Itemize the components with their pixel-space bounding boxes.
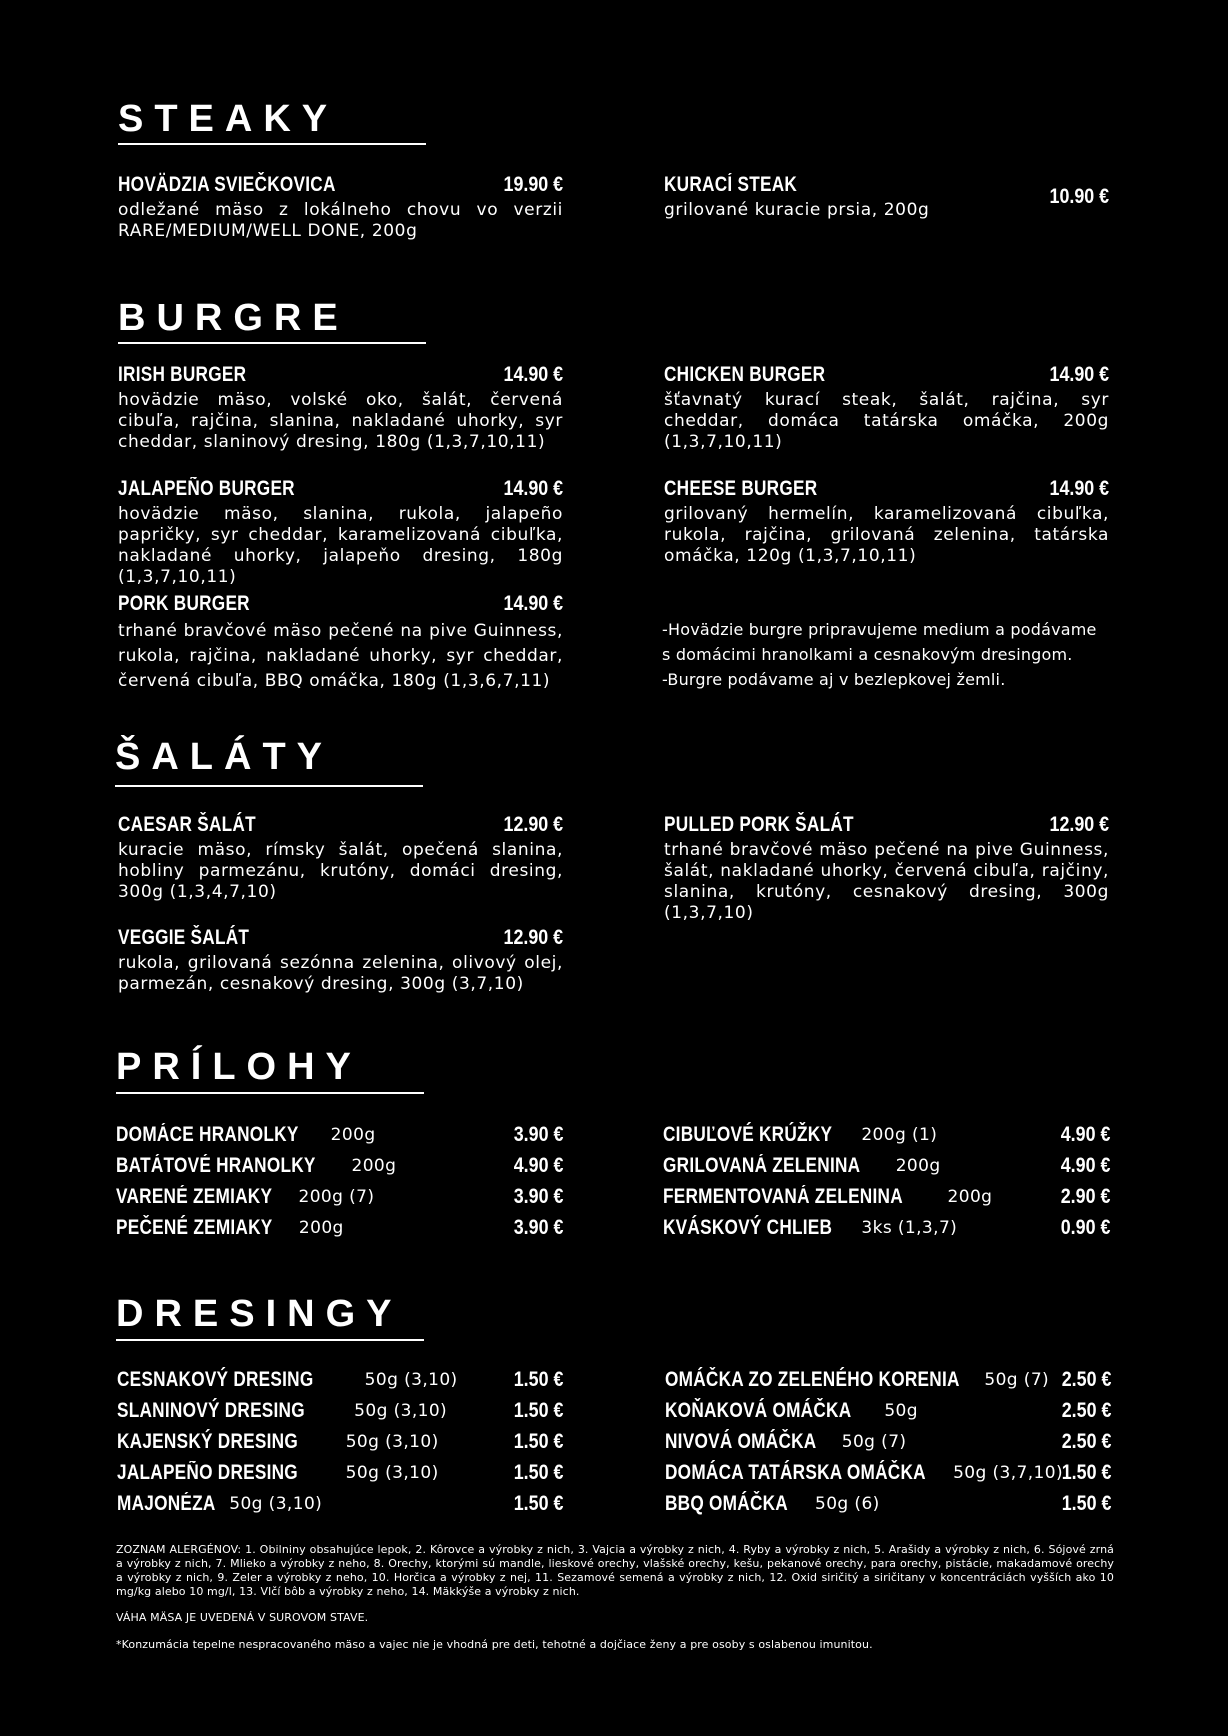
item-price: 14.90 € bbox=[503, 592, 563, 615]
section-salaty bbox=[115, 735, 435, 785]
side-item bbox=[116, 1123, 563, 1149]
item-name: NIVOVÁ OMÁČKA bbox=[665, 1430, 817, 1453]
item-name: CHICKEN BURGER bbox=[664, 363, 826, 386]
menu-item bbox=[664, 173, 1109, 221]
item-price: 12.90 € bbox=[503, 926, 563, 949]
menu-item bbox=[664, 363, 1109, 453]
item-name: OMÁČKA ZO ZELENÉHO KORENIA bbox=[665, 1368, 960, 1391]
item-price: 12.90 € bbox=[1049, 813, 1109, 836]
dressing-item bbox=[117, 1368, 563, 1394]
item-description: grilované kuracie prsia, 200g bbox=[664, 200, 930, 220]
item-weight: 50g (3,10) bbox=[345, 1463, 439, 1483]
item-name: FERMENTOVANÁ ZELENINA bbox=[663, 1185, 903, 1208]
side-item bbox=[663, 1154, 1110, 1180]
section-prilohy bbox=[116, 1045, 436, 1095]
item-price: 12.90 € bbox=[503, 813, 563, 836]
item-weight: 200g bbox=[330, 1125, 376, 1145]
item-name: KAJENSKÝ DRESING bbox=[117, 1430, 298, 1453]
section-title: BURGRE bbox=[118, 297, 349, 339]
item-price: 4.90 € bbox=[1060, 1154, 1110, 1177]
dressing-item bbox=[665, 1368, 1111, 1394]
item-weight: 200g (1) bbox=[861, 1125, 938, 1145]
item-name: CHEESE BURGER bbox=[664, 477, 818, 500]
item-weight: 200g bbox=[298, 1218, 344, 1238]
item-description: grilovaný hermelín, karamelizovaná cibuľka, rukola, rajčina, grilovaná zelenina, tatárska omáčka, 120g (1,3,7,10,11) bbox=[664, 504, 1109, 566]
item-name: JALAPEÑO BURGER bbox=[118, 477, 295, 500]
item-weight: 200g bbox=[947, 1187, 993, 1207]
item-name: DOMÁCA TATÁRSKA OMÁČKA bbox=[665, 1461, 926, 1484]
note-line: -Hovädzie burgre pripravujeme medium a podávame bbox=[662, 620, 1097, 639]
item-name: PORK BURGER bbox=[118, 592, 250, 615]
item-name: CIBUĽOVÉ KRÚŽKY bbox=[663, 1123, 833, 1146]
item-name: SLANINOVÝ DRESING bbox=[117, 1399, 305, 1422]
dressing-item bbox=[665, 1461, 1111, 1487]
section-steaky bbox=[118, 97, 438, 147]
section-title: DRESINGY bbox=[116, 1293, 403, 1335]
item-description: trhané bravčové mäso pečené na pive Guinness, rukola, rajčina, nakladané uhorky, syr cheddar, červená cibuľa, BBQ omáčka, 180g (1,3,6,7,11) bbox=[118, 621, 563, 691]
item-name: PEČENÉ ZEMIAKY bbox=[116, 1216, 273, 1239]
item-price: 2.50 € bbox=[1061, 1430, 1111, 1453]
item-name: IRISH BURGER bbox=[118, 363, 247, 386]
section-burgre bbox=[118, 296, 438, 346]
item-price: 14.90 € bbox=[503, 363, 563, 386]
item-description: odležané mäso z lokálneho chovu vo verzii RARE/MEDIUM/WELL DONE, 200g bbox=[118, 200, 563, 241]
item-name: KVÁSKOVÝ CHLIEB bbox=[663, 1216, 833, 1239]
item-name: CAESAR ŠALÁT bbox=[118, 813, 256, 836]
raw-food-warning: *Konzumácia tepelne nespracovaného mäso a vajec nie je vhodná pre deti, tehotné a dojčiace ženy a pre osoby s oslabenou imunitou. bbox=[116, 1638, 873, 1651]
item-price: 3.90 € bbox=[513, 1216, 563, 1239]
item-price: 3.90 € bbox=[513, 1123, 563, 1146]
dressing-item bbox=[665, 1430, 1111, 1456]
side-item bbox=[663, 1216, 1110, 1242]
item-weight: 50g (3,10) bbox=[354, 1401, 448, 1421]
allergen-list: ZOZNAM ALERGÉNOV: 1. Obilniny obsahujúce lepok, 2. Kôrovce a výrobky z nich, 3. Vajcia a výrobky z nich, 4. Ryby a výrobky z nich, 5. Arašidy a výrobky z nich, 6. Sójové zrná a výrobky z nich, 7. Mlieko a výrobky z neho, 8. Orechy, ktorými sú mandle, lieskové orechy, vlašské orechy, kešu, pekanové orechy, para orechy, pistácie, makadamové orechy a výrobky z nich, 9. Zeler a výrobky z neho, 10. Horčica a výrobky z nej, 11. Sezamové semená a výrobky z nich, 12. Oxid siričitý a siričitany v koncentráciách vyšších ako 10 mg/kg alebo 10 mg/l, 13. Vlčí bôb a výrobky z neho, 14. Mäkkýše a výrobky z nich. bbox=[116, 1543, 1114, 1598]
menu-item bbox=[118, 477, 563, 588]
item-price: 1.50 € bbox=[513, 1430, 563, 1453]
dressing-item bbox=[117, 1492, 563, 1518]
item-weight: 50g bbox=[884, 1401, 918, 1421]
dressing-item bbox=[665, 1399, 1111, 1425]
section-divider bbox=[118, 143, 426, 145]
item-name: KURACÍ STEAK bbox=[664, 173, 798, 196]
item-description: kuracie mäso, rímsky šalát, opečená slanina, hobliny parmezánu, krutóny, domáci dresing, 300g (1,3,4,7,10) bbox=[118, 840, 563, 902]
item-name: GRILOVANÁ ZELENINA bbox=[663, 1154, 861, 1177]
section-title: PRÍLOHY bbox=[116, 1046, 362, 1088]
section-divider bbox=[115, 785, 423, 787]
item-weight: 200g bbox=[895, 1156, 941, 1176]
section-divider bbox=[118, 342, 426, 344]
item-price: 2.50 € bbox=[1061, 1399, 1111, 1422]
menu-item bbox=[118, 926, 563, 995]
item-name: BATÁTOVÉ HRANOLKY bbox=[116, 1154, 316, 1177]
item-price: 10.90 € bbox=[1049, 185, 1109, 208]
menu-item bbox=[118, 173, 563, 242]
item-name: MAJONÉZA bbox=[117, 1492, 216, 1515]
dressing-item bbox=[117, 1399, 563, 1425]
item-price: 1.50 € bbox=[513, 1399, 563, 1422]
item-price: 1.50 € bbox=[513, 1368, 563, 1391]
item-name: KOŇAKOVÁ OMÁČKA bbox=[665, 1399, 852, 1422]
side-item bbox=[116, 1216, 563, 1242]
section-title: ŠALÁTY bbox=[115, 736, 333, 778]
item-name: CESNAKOVÝ DRESING bbox=[117, 1368, 314, 1391]
item-price: 14.90 € bbox=[1049, 363, 1109, 386]
item-price: 1.50 € bbox=[513, 1492, 563, 1515]
side-item bbox=[663, 1123, 1110, 1149]
item-weight: 50g (3,10) bbox=[364, 1370, 458, 1390]
item-weight: 200g (7) bbox=[298, 1187, 375, 1207]
item-name: DOMÁCE HRANOLKY bbox=[116, 1123, 299, 1146]
item-description: hovädzie mäso, volské oko, šalát, červená cibuľa, rajčina, slanina, nakladané uhorky, syr cheddar, slaninový dresing, 180g (1,3,7,10,11) bbox=[118, 390, 563, 452]
item-name: JALAPEÑO DRESING bbox=[117, 1461, 298, 1484]
item-description: rukola, grilovaná sezónna zelenina, olivový olej, parmezán, cesnakový dresing, 300g (3,7,10) bbox=[118, 953, 563, 994]
side-item bbox=[116, 1185, 563, 1211]
item-weight: 50g (3,10) bbox=[345, 1432, 439, 1452]
item-weight: 200g bbox=[351, 1156, 397, 1176]
section-divider bbox=[116, 1339, 424, 1341]
item-price: 19.90 € bbox=[503, 173, 563, 196]
menu-item bbox=[664, 813, 1109, 924]
note-line: s domácimi hranolkami a cesnakovým dresingom. bbox=[662, 645, 1073, 664]
item-price: 2.50 € bbox=[1061, 1368, 1111, 1391]
item-name: HOVÄDZIA SVIEČKOVICA bbox=[118, 173, 336, 196]
item-price: 1.50 € bbox=[513, 1461, 563, 1484]
side-item bbox=[116, 1154, 563, 1180]
item-name: PULLED PORK ŠALÁT bbox=[664, 813, 854, 836]
item-price: 3.90 € bbox=[513, 1185, 563, 1208]
note-line: -Burgre podávame aj v bezlepkovej žemli. bbox=[662, 670, 1006, 689]
item-price: 2.90 € bbox=[1060, 1185, 1110, 1208]
item-price: 4.90 € bbox=[1060, 1123, 1110, 1146]
burger-notes bbox=[662, 617, 1122, 692]
side-item bbox=[663, 1185, 1110, 1211]
section-title: STEAKY bbox=[118, 98, 339, 140]
item-name: BBQ OMÁČKA bbox=[665, 1492, 788, 1515]
item-name: VEGGIE ŠALÁT bbox=[118, 926, 250, 949]
section-dresingy bbox=[116, 1292, 436, 1342]
dressing-item bbox=[665, 1492, 1111, 1518]
menu-item bbox=[118, 592, 563, 694]
item-weight: 50g (7) bbox=[841, 1432, 907, 1452]
item-name: VARENÉ ZEMIAKY bbox=[116, 1185, 273, 1208]
item-description: trhané bravčové mäso pečené na pive Guinness, šalát, nakladané uhorky, červená cibuľa, rajčiny, slanina, krutóny, cesnakový dresing, 300g (1,3,7,10) bbox=[664, 840, 1109, 923]
menu-item bbox=[118, 813, 563, 903]
section-divider bbox=[116, 1092, 424, 1094]
item-weight: 3ks (1,3,7) bbox=[861, 1218, 958, 1238]
item-weight: 50g (3,10) bbox=[229, 1494, 323, 1514]
dressing-item bbox=[117, 1430, 563, 1456]
item-description: šťavnatý kurací steak, šalát, rajčina, syr cheddar, domáca tatárska omáčka, 200g (1,3,7,10,11) bbox=[664, 390, 1109, 452]
menu-item bbox=[118, 363, 563, 453]
item-price: 1.50 € bbox=[1061, 1492, 1111, 1515]
item-price: 14.90 € bbox=[503, 477, 563, 500]
item-price: 4.90 € bbox=[513, 1154, 563, 1177]
item-weight: 50g (3,7,10) bbox=[953, 1463, 1064, 1483]
dressing-item bbox=[117, 1461, 563, 1487]
menu-item bbox=[664, 477, 1109, 567]
weight-note: VÁHA MÄSA JE UVEDENÁ V SUROVOM STAVE. bbox=[116, 1611, 369, 1624]
item-weight: 50g (7) bbox=[984, 1370, 1050, 1390]
item-weight: 50g (6) bbox=[815, 1494, 880, 1514]
item-price: 1.50 € bbox=[1061, 1461, 1111, 1484]
item-description: hovädzie mäso, slanina, rukola, jalapeño papričky, syr cheddar, karamelizovaná cibuľka, nakladané uhorky, jalapeňo dresing, 180g (1,3,7,10,11) bbox=[118, 504, 563, 587]
item-price: 0.90 € bbox=[1060, 1216, 1110, 1239]
item-price: 14.90 € bbox=[1049, 477, 1109, 500]
